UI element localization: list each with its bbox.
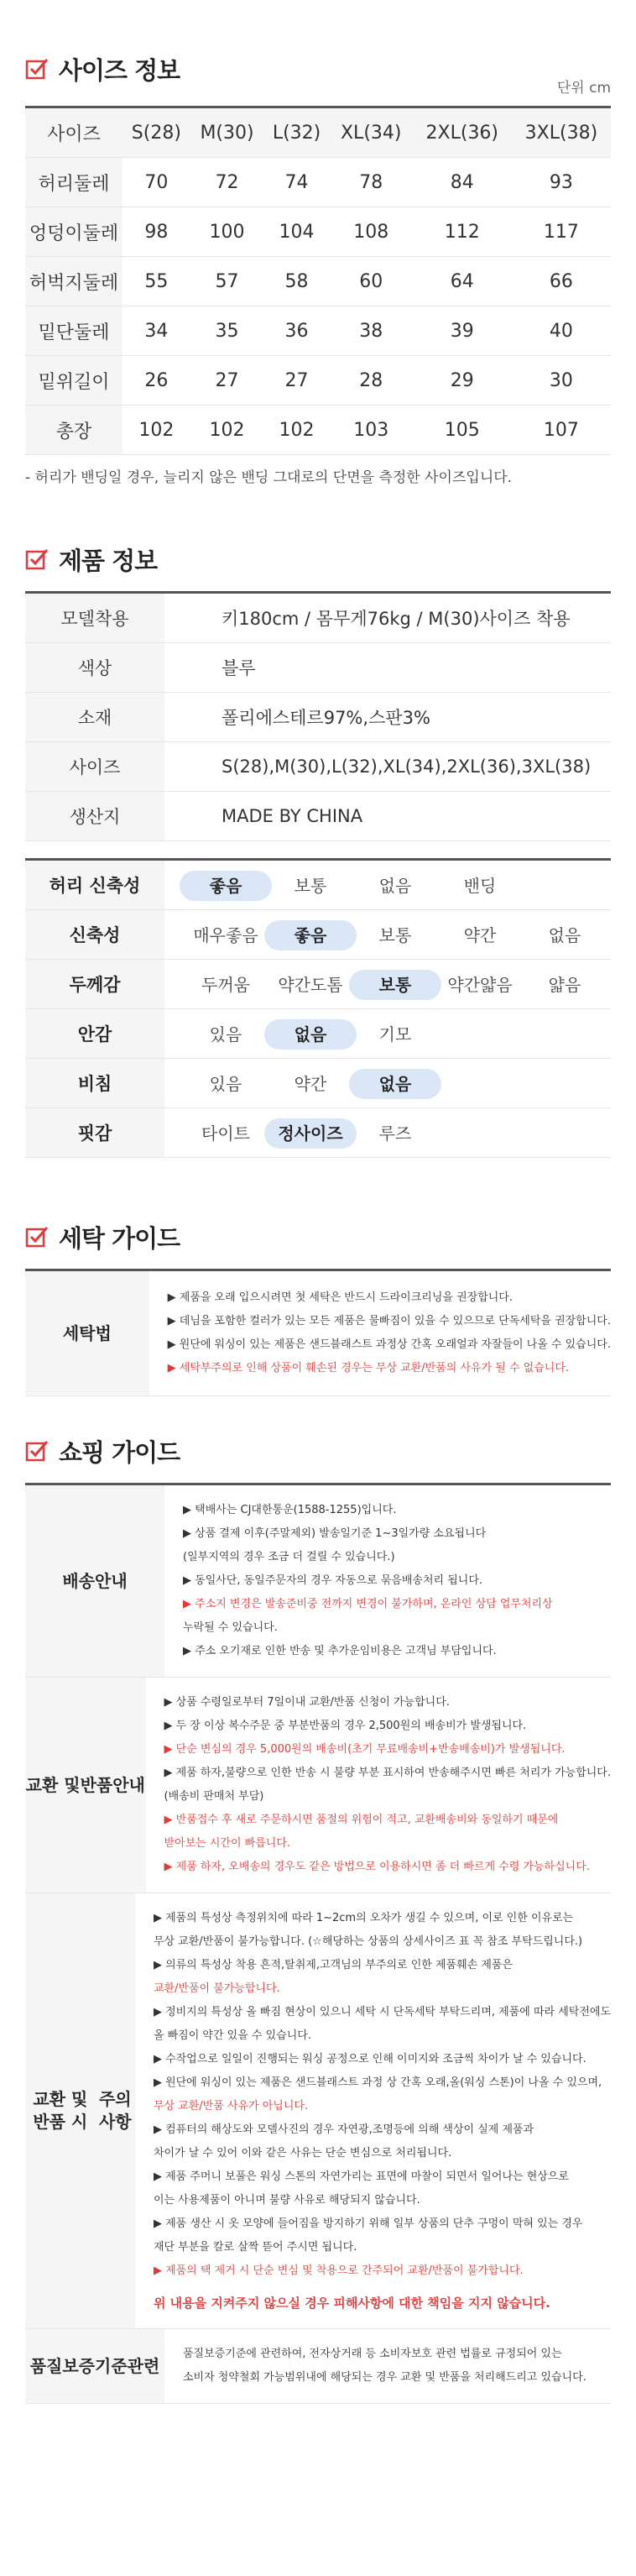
shopping-guide-label [25, 1893, 135, 2328]
guide-line: (일부지역의 경우 조금 더 걸릴 수 있습니다.) [183, 1551, 395, 1563]
guide-line: ▶ 제품 주머니 보풀은 워싱 스톤의 자연가리는 표면에 마찰이 되면서 일어나는 현상으로 [153, 2170, 569, 2183]
size-column: 2XL(36) [413, 108, 512, 158]
checkbox-checked-icon [25, 1439, 49, 1463]
shopping-guide-row [25, 1485, 611, 1678]
attribute-label: 안감 [25, 1009, 164, 1058]
attribute-option: 보통 [294, 876, 327, 896]
product-info-header [25, 544, 611, 574]
size-cell: 66 [512, 257, 611, 306]
size-cell: 34 [123, 306, 190, 356]
attribute-label: 신축성 [25, 910, 164, 959]
attribute-label: 비침 [25, 1059, 164, 1107]
guide-line: ▶ 제품 하자,불량으로 인한 반송 시 불량 부분 표시하여 반송해주시면 빠른 처리가 가능합니다. [164, 1767, 611, 1779]
product-table [25, 594, 611, 841]
attribute-row [25, 861, 611, 910]
guide-line: 교환/반품이 불가능합니다. [153, 1982, 280, 1995]
section-title: 사이즈 정보 [59, 55, 180, 85]
size-info-header [25, 54, 611, 97]
size-table-row [25, 257, 611, 306]
guide-line: ▶ 동일사단, 동일주문자의 경우 자동으로 묶음배송처리 됩니다. [183, 1574, 483, 1587]
size-cell: 27 [263, 356, 329, 406]
attribute-label: 허리 신축성 [25, 861, 164, 909]
checkbox-checked-icon [25, 57, 49, 81]
size-cell: 36 [263, 306, 329, 356]
shopping-guide-label [25, 2329, 164, 2403]
shopping-guide-label [25, 1485, 164, 1677]
attribute-row [25, 1108, 611, 1158]
shopping-guide-table [25, 1485, 611, 2404]
size-cell: 35 [190, 306, 264, 356]
guide-line: 이는 사용제품이 아니며 불량 사유로 해당되지 않습니다. [153, 2194, 420, 2207]
section-title: 제품 정보 [59, 546, 158, 575]
size-row-label: 밑위길이 [25, 356, 123, 406]
size-info-section [25, 54, 611, 486]
guide-line: 올 빠짐이 약간 있을 수 있습니다. [153, 2029, 311, 2042]
attribute-option: 매우좋음 [193, 925, 258, 945]
wash-guide-header [25, 1222, 611, 1252]
guide-line: 누락될 수 있습니다. [183, 1621, 278, 1634]
label-line: 반품안내 [80, 1774, 145, 1795]
wash-guide-label: 세탁법 [25, 1271, 149, 1395]
guide-line: ▶ 원단에 워싱이 있는 제품은 샌드블래스트 과정상 간혹 오래얼과 자잘들이 나올 수 있습니다. [167, 1338, 611, 1351]
size-cell: 105 [413, 406, 512, 455]
attribute-option: 없음 [378, 876, 412, 896]
shopping-guide-row [25, 1893, 611, 2329]
product-row-label: 모델착용 [25, 594, 164, 643]
shopping-guide-text [146, 1678, 612, 1893]
checkbox-checked-icon [25, 547, 49, 571]
attribute-option: 타이트 [201, 1123, 250, 1144]
product-attributes [25, 861, 611, 1158]
guide-line: 소비자 청약철회 가능범위내에 해당되는 경우 교환 및 반품을 처리해드리고 있습니다. [183, 2371, 586, 2384]
size-column: XL(34) [330, 108, 413, 158]
product-row-value: S(28),M(30),L(32),XL(34),2XL(36),3XL(38) [164, 742, 611, 792]
attribute-option: 있음 [209, 1024, 242, 1045]
shopping-guide-label [25, 1678, 146, 1893]
product-row-label: 생산지 [25, 792, 164, 841]
size-cell: 30 [512, 356, 611, 406]
size-cell: 38 [330, 306, 413, 356]
checkbox-checked-icon [25, 1225, 49, 1249]
product-row-label: 색상 [25, 643, 164, 693]
product-row-value: 블루 [164, 643, 611, 693]
size-row-label: 허벅지둘레 [25, 257, 123, 306]
guide-line: 무상 교환/반품 사유가 아닙니다. [153, 2100, 309, 2113]
guide-line: ▶ 의류의 특성상 착용 흔적,탈취제,고객님의 부주의로 인한 제품훼손 제품은 [153, 1959, 513, 1971]
attribute-option: 정사이즈 [264, 1118, 357, 1149]
size-row-label: 허리둘레 [25, 158, 123, 207]
product-row [25, 742, 611, 792]
attribute-option: 좋음 [264, 920, 357, 950]
size-cell: 27 [190, 356, 264, 406]
guide-line: ▶ 수작업으로 일일이 진행되는 워싱 공정으로 인해 이미지와 조금씩 차이가 날 수 있습니다. [153, 2053, 586, 2066]
label-line: 주의사항 [98, 2089, 132, 2132]
size-cell: 102 [123, 406, 190, 455]
attribute-option: 두꺼움 [201, 975, 250, 995]
size-cell: 84 [413, 158, 512, 207]
guide-line: ▶ 데님을 포함한 컬러가 있는 모든 제품은 물빠짐이 있을 수 있으므로 단독세탁을 권장합니다. [167, 1315, 611, 1327]
guide-line: ▶ 주소지 변경은 발송준비중 전까지 변경이 불가하며, 온라인 상담 업무처리상 [183, 1598, 553, 1610]
size-cell: 107 [512, 406, 611, 455]
product-row-value: MADE BY CHINA [164, 792, 611, 841]
shopping-guide-row [25, 2329, 611, 2404]
size-note: - 허리가 밴딩일 경우, 늘리지 않은 밴딩 그대로의 단면을 측정한 사이즈입니다. [25, 469, 513, 486]
attribute-option: 보통 [378, 925, 412, 945]
size-cell: 112 [413, 207, 512, 257]
product-row [25, 594, 611, 643]
shopping-guide-header [25, 1436, 611, 1466]
attribute-options [164, 1059, 611, 1107]
label-line: 기준관련 [95, 2355, 160, 2376]
attribute-option: 루즈 [378, 1123, 412, 1144]
guide-line: ▶ 제품 하자, 오배송의 경우도 같은 방법으로 이용하시면 좀 더 빠르게 수령 가능하십니다. [164, 1861, 590, 1873]
guide-line: ▶ 택배사는 CJ대한통운(1588-1255)입니다. [183, 1504, 397, 1516]
guide-line: (배송비 판매처 부담) [164, 1790, 264, 1803]
guide-line: ▶ 제품의 택 제거 시 단순 변심 및 착용으로 간주되어 교환/반품이 불가합니다. [153, 2264, 524, 2277]
attribute-row [25, 910, 611, 960]
product-row-value: 키180cm / 몸무게76kg / M(30)사이즈 착용 [164, 594, 611, 643]
guide-line: 재단 부분을 칼로 살짝 뜯어 주시면 됩니다. [153, 2241, 357, 2254]
label-line: 품질보증 [29, 2355, 95, 2376]
attribute-options [164, 910, 611, 959]
size-cell: 98 [123, 207, 190, 257]
guide-line: ▶ 제품의 특성상 측정위치에 따라 1~2cm의 오차가 생길 수 있으며, 이로 인한 이유로는 [153, 1912, 574, 1924]
size-cell: 100 [190, 207, 264, 257]
size-table-row [25, 356, 611, 406]
size-cell: 117 [512, 207, 611, 257]
size-cell: 102 [190, 406, 264, 455]
guide-line: 차이가 날 수 있어 이와 같은 사유는 단순 변심으로 처리됩니다. [153, 2147, 452, 2160]
size-header-label: 사이즈 [25, 108, 123, 158]
section-title: 세탁 가이드 [59, 1223, 180, 1253]
size-cell: 28 [330, 356, 413, 406]
attribute-option: 약간 [463, 925, 497, 945]
label-line: 교환 및 [25, 1774, 81, 1795]
size-cell: 102 [263, 406, 329, 455]
product-row [25, 792, 611, 841]
size-cell: 60 [330, 257, 413, 306]
attribute-options [164, 861, 611, 909]
size-table-header-row [25, 108, 611, 158]
size-cell: 29 [413, 356, 512, 406]
shopping-guide-text [164, 2329, 611, 2403]
attribute-option: 약간 [294, 1074, 327, 1094]
size-table-row [25, 406, 611, 455]
size-column: S(28) [123, 108, 190, 158]
guide-line: ▶ 주소 오기재로 인한 반송 및 추가운임비용은 고객님 부담입니다. [183, 1645, 497, 1657]
guide-line: ▶ 단순 변심의 경우 5,000원의 배송비(초기 무료배송비+반송배송비)가 발생됩니다. [164, 1743, 566, 1756]
attribute-option: 얇음 [548, 975, 581, 995]
unit-label: 단위 cm [556, 80, 611, 97]
size-cell: 93 [512, 158, 611, 207]
shopping-guide-text [135, 1893, 611, 2328]
attribute-row [25, 1059, 611, 1108]
attribute-option: 없음 [548, 925, 581, 945]
wash-guide-section [25, 1222, 611, 1396]
attribute-option: 기모 [378, 1024, 412, 1045]
shopping-guide-row [25, 1678, 611, 1893]
size-column: M(30) [190, 108, 264, 158]
guide-line: 무상 교환/반품이 불가능합니다. (☆해당하는 상품의 상세사이즈 표 꼭 참조 부탁드립니다.) [153, 1935, 583, 1948]
size-table-row [25, 158, 611, 207]
guide-line: 받아보는 시간이 빠릅니다. [164, 1837, 291, 1850]
size-column: 3XL(38) [512, 108, 611, 158]
size-cell: 57 [190, 257, 264, 306]
label-line: 배송안내 [62, 1570, 128, 1591]
product-row [25, 693, 611, 742]
size-column: L(32) [263, 108, 329, 158]
size-table-row [25, 207, 611, 257]
guide-line: ▶ 원단에 워싱이 있는 제품은 샌드블래스트 과정 상 간혹 오래,올(워싱 스톤)이 나올 수 있으며, [153, 2076, 602, 2089]
wash-guide-text [149, 1271, 611, 1395]
product-info-section [25, 544, 611, 1158]
guide-line: ▶ 상품 수령일로부터 7일이내 교환/반품 신청이 가능합니다. [164, 1696, 450, 1709]
product-row-label: 사이즈 [25, 742, 164, 792]
size-cell: 72 [190, 158, 264, 207]
section-title: 쇼핑 가이드 [59, 1437, 180, 1467]
guide-line: ▶ 제품 생산 시 옷 모양에 들어짐을 방지하기 위해 일부 상품의 단추 구멍이 막혀 있는 경우 [153, 2217, 583, 2230]
guide-line: 품질보증기준에 관련하여, 전자상거래 등 소비자보호 관련 법률로 규정되어 있는 [183, 2348, 562, 2360]
size-cell: 26 [123, 356, 190, 406]
shopping-guide-text [164, 1485, 611, 1677]
attribute-option: 없음 [264, 1019, 357, 1050]
attribute-row [25, 960, 611, 1009]
attribute-option: 좋음 [180, 871, 272, 901]
size-row-label: 엉덩이둘레 [25, 207, 123, 257]
size-cell: 78 [330, 158, 413, 207]
size-row-label: 총장 [25, 406, 123, 455]
attribute-option: 보통 [349, 970, 441, 1000]
attribute-option: 약간얇음 [447, 975, 513, 995]
wash-guide-row [25, 1271, 611, 1396]
size-cell: 103 [330, 406, 413, 455]
attribute-label: 두께감 [25, 960, 164, 1008]
guide-line: ▶ 컴퓨터의 해상도와 모델사진의 경우 자연광,조명등에 의해 색상이 실제 제품과 [153, 2123, 534, 2136]
attribute-option: 있음 [209, 1074, 242, 1094]
attribute-options [164, 1009, 611, 1058]
size-cell: 74 [263, 158, 329, 207]
guide-line: ▶ 상품 결제 이후(주말제외) 발송일기준 1~3일가량 소요됩니다 [183, 1527, 487, 1540]
label-line: 교환 및 반품 시 [33, 2089, 88, 2132]
attribute-row [25, 1009, 611, 1059]
attribute-options [164, 1108, 611, 1157]
guide-line: 위 내용을 지켜주지 않으실 경우 피해사항에 대한 책임을 지지 않습니다. [153, 2296, 550, 2311]
size-table-row [25, 306, 611, 356]
shopping-guide-section [25, 1436, 611, 2404]
product-row-label: 소재 [25, 693, 164, 742]
size-cell: 108 [330, 207, 413, 257]
product-row-value: 폴리에스테르97%,스판3% [164, 693, 611, 742]
size-cell: 104 [263, 207, 329, 257]
attribute-options [164, 960, 611, 1008]
size-cell: 58 [263, 257, 329, 306]
size-row-label: 밑단둘레 [25, 306, 123, 356]
attribute-label: 핏감 [25, 1108, 164, 1157]
product-row [25, 643, 611, 693]
size-cell: 40 [512, 306, 611, 356]
guide-line: ▶ 정비지의 특성상 올 빠짐 현상이 있으니 세탁 시 단독세탁 부탁드리며, 제품에 따라 세탁전에도 [153, 2006, 611, 2018]
size-cell: 70 [123, 158, 190, 207]
attribute-option: 밴딩 [463, 876, 497, 896]
guide-line: ▶ 두 장 이상 복수주문 중 부분반품의 경우 2,500원의 배송비가 발생됩니다. [164, 1720, 527, 1732]
guide-line: ▶ 세탁부주의로 인해 상품이 훼손된 경우는 무상 교환/반품의 사유가 될 수 없습니다. [167, 1362, 570, 1374]
attribute-option: 약간도톰 [278, 975, 343, 995]
size-cell: 39 [413, 306, 512, 356]
size-cell: 55 [123, 257, 190, 306]
guide-line: ▶ 제품을 오래 입으시려면 첫 세탁은 반드시 드라이크리닝을 권장합니다. [167, 1291, 513, 1304]
size-cell: 64 [413, 257, 512, 306]
guide-line: ▶ 반품접수 후 새로 주문하시면 품절의 위험이 적고, 교환배송비와 동일하기 때문에 [164, 1814, 559, 1826]
size-table [25, 108, 611, 455]
attribute-option: 없음 [349, 1069, 441, 1099]
